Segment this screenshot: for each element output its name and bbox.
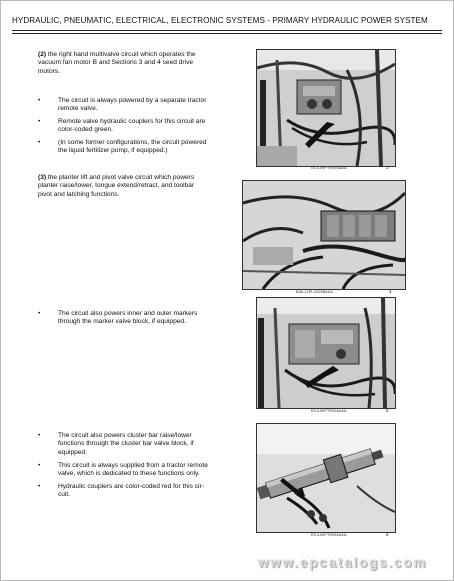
section-3-number: (3) — [38, 174, 47, 181]
figure-3-caption: RCIL09PTR094AAA — [311, 166, 347, 170]
bullet-text-line: The circuit also powers inner and outer markers — [58, 310, 198, 317]
figure-5-number: 5 — [386, 408, 389, 413]
figure-5-photo — [256, 297, 396, 409]
bullet-text-line: functions through the cluster bar valve block, if — [58, 440, 194, 448]
header-rule-top — [12, 30, 442, 31]
bullet-marker: • — [38, 139, 41, 146]
section-2-number: (2) — [38, 51, 47, 58]
bullet-marker: • — [38, 432, 41, 439]
figure-4-caption: BAIL11PLX009BAAA — [296, 290, 334, 294]
header-rule-bottom — [12, 33, 442, 34]
bullet-text-line: Remote valve hydraulic couplers for this circuit are — [58, 118, 206, 125]
bullet-text-line: through the marker valve block, if equipped. — [58, 318, 186, 326]
watermark-text: www.epcatalogs.com — [258, 555, 428, 570]
section-3-heading-line: the planter lift and pivot valve circuit which powers — [46, 174, 195, 181]
section-3-heading — [38, 174, 238, 199]
bullet-text-line: cuit. — [58, 491, 71, 499]
bullet-text-line: remote valve. — [58, 105, 98, 113]
bullet-text-line: Hydraulic couplers are color-coded red for this cir- — [58, 483, 204, 490]
section-2-heading-line: vacuum fan motor B and Sections 3 and 4 seed drive — [38, 59, 194, 67]
bullet-marker: • — [38, 462, 41, 469]
figure-6-photo — [256, 423, 396, 533]
section-3-bullet — [38, 432, 238, 457]
bullet-text-line: the liquid fertilizer pump, if equipped.) — [58, 147, 168, 155]
section-2-bullet — [38, 118, 238, 135]
section-3-bullet — [38, 310, 238, 327]
figure-4-number: 4 — [389, 289, 392, 294]
bullet-text-line: valve, which is dedicated to these functions only. — [58, 470, 200, 478]
section-3-heading-line: planter raise/lower, tongue extend/retract, and toolbar — [38, 182, 195, 190]
section-2-bullet — [38, 97, 238, 114]
section-2-heading — [38, 51, 238, 76]
figure-6-caption: RCIL09PTR096AAA — [311, 533, 347, 537]
bullet-text-line: equipped. — [58, 448, 87, 456]
bullet-text-line: The circuit is always powered by a separate tractor — [58, 97, 207, 104]
bullet-marker: • — [38, 118, 41, 125]
bullet-marker: • — [38, 483, 41, 490]
section-3-bullet — [38, 483, 238, 500]
bullet-text-line: color-coded green. — [58, 126, 113, 134]
section-3-bullet — [38, 462, 238, 479]
figure-4-photo — [242, 180, 406, 290]
figure-5-caption: RCIL09PTR095AAA — [311, 409, 347, 413]
bullet-marker: • — [38, 97, 41, 104]
page-header-title: HYDRAULIC, PNEUMATIC, ELECTRICAL, ELECTRONIC SYSTEMS - PRIMARY HYDRAULIC POWER SYSTEM — [12, 16, 428, 25]
bullet-text-line: (In some former configurations, the circuit powered — [58, 139, 207, 146]
section-2-heading-line: motors. — [38, 67, 60, 75]
figure-6-number: 6 — [386, 532, 389, 537]
section-2-bullet — [38, 139, 238, 156]
bullet-text-line: This circuit is always supplied from a tractor remote — [58, 462, 208, 469]
figure-3-number: 3 — [386, 165, 389, 170]
bullet-marker: • — [38, 310, 41, 317]
section-2-heading-line: the right hand multivalve circuit which operates the — [46, 51, 196, 58]
section-3-heading-line: pivot and latching functions. — [38, 190, 120, 198]
bullet-text-line: The circuit also powers cluster bar raise/lower — [58, 432, 192, 439]
figure-3-photo — [256, 49, 396, 167]
